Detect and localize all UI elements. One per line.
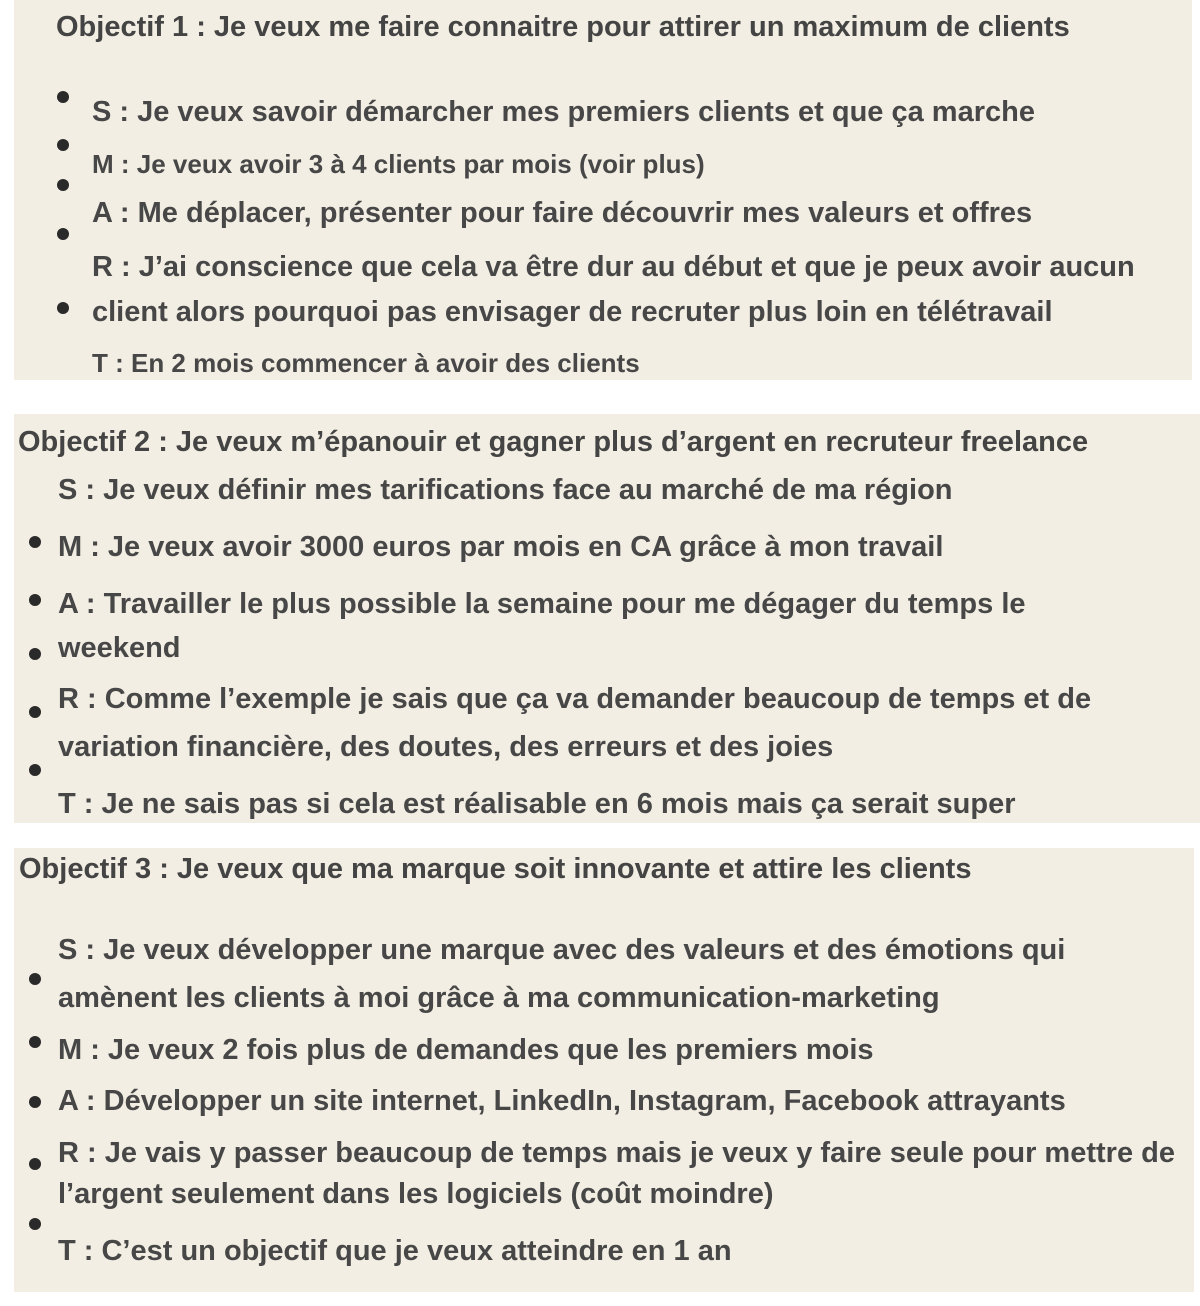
- bullet-icon: [29, 1036, 41, 1048]
- objective-3-panel: [14, 848, 1194, 1292]
- objective-3-line-s-cont: amènent les clients à moi grâce à ma communication-marketing: [58, 982, 940, 1014]
- objective-1-panel: [14, 0, 1192, 380]
- objective-2-line-r-cont: variation financière, des doutes, des erreurs et des joies: [58, 731, 834, 763]
- objective-2-panel: [14, 414, 1200, 823]
- bullet-icon: [57, 91, 69, 103]
- bullet-icon: [29, 1096, 41, 1108]
- bullet-icon: [57, 179, 69, 191]
- objective-2-line-s: S : Je veux définir mes tarifications face au marché de ma région: [58, 474, 953, 506]
- bullet-icon: [29, 706, 41, 718]
- objective-3-line-a: A : Développer un site internet, LinkedIn, Instagram, Facebook attrayants: [58, 1085, 1066, 1117]
- objective-3-line-r: R : Je vais y passer beaucoup de temps mais je veux y faire seule pour mettre de: [58, 1137, 1175, 1169]
- objective-1-line-t: T : En 2 mois commencer à avoir des clients: [92, 348, 640, 378]
- bullet-icon: [29, 536, 41, 548]
- objective-2-line-t: T : Je ne sais pas si cela est réalisable en 6 mois mais ça serait super: [58, 788, 1016, 820]
- objective-3-line-s: S : Je veux développer une marque avec des valeurs et des émotions qui: [58, 934, 1066, 966]
- objective-3-line-r-cont: l’argent seulement dans les logiciels (coût moindre): [58, 1178, 774, 1210]
- objective-3-line-m: M : Je veux 2 fois plus de demandes que les premiers mois: [58, 1034, 874, 1066]
- objective-2-line-m: M : Je veux avoir 3000 euros par mois en CA grâce à mon travail: [58, 531, 944, 563]
- bullet-icon: [29, 1158, 41, 1170]
- objective-1-line-r-cont: client alors pourquoi pas envisager de recruter plus loin en télétravail: [92, 296, 1053, 328]
- bullet-icon: [57, 302, 69, 314]
- objective-2-title: Objectif 2 : Je veux m’épanouir et gagner plus d’argent en recruteur freelance: [18, 426, 1089, 458]
- objective-1-line-s: S : Je veux savoir démarcher mes premiers clients et que ça marche: [92, 96, 1035, 128]
- objective-3-title: Objectif 3 : Je veux que ma marque soit innovante et attire les clients: [19, 853, 972, 885]
- objective-2-line-r: R : Comme l’exemple je sais que ça va demander beaucoup de temps et de: [58, 683, 1092, 715]
- objective-2-line-a-cont: weekend: [58, 632, 181, 664]
- bullet-icon: [29, 1218, 41, 1230]
- objective-2-line-a: A : Travailler le plus possible la semaine pour me dégager du temps le: [58, 588, 1026, 620]
- bullet-icon: [29, 594, 41, 606]
- bullet-icon: [29, 764, 41, 776]
- objective-1-line-m: M : Je veux avoir 3 à 4 clients par mois (voir plus): [92, 149, 705, 179]
- bullet-icon: [29, 973, 41, 985]
- objective-3-line-t: T : C’est un objectif que je veux atteindre en 1 an: [58, 1235, 732, 1267]
- bullet-icon: [29, 648, 41, 660]
- objective-1-line-r: R : J’ai conscience que cela va être dur au début et que je peux avoir aucun: [92, 251, 1135, 283]
- objective-1-title: Objectif 1 : Je veux me faire connaitre pour attirer un maximum de clients: [56, 11, 1070, 43]
- bullet-icon: [57, 139, 69, 151]
- bullet-icon: [57, 228, 69, 240]
- objective-1-line-a: A : Me déplacer, présenter pour faire découvrir mes valeurs et offres: [92, 197, 1033, 229]
